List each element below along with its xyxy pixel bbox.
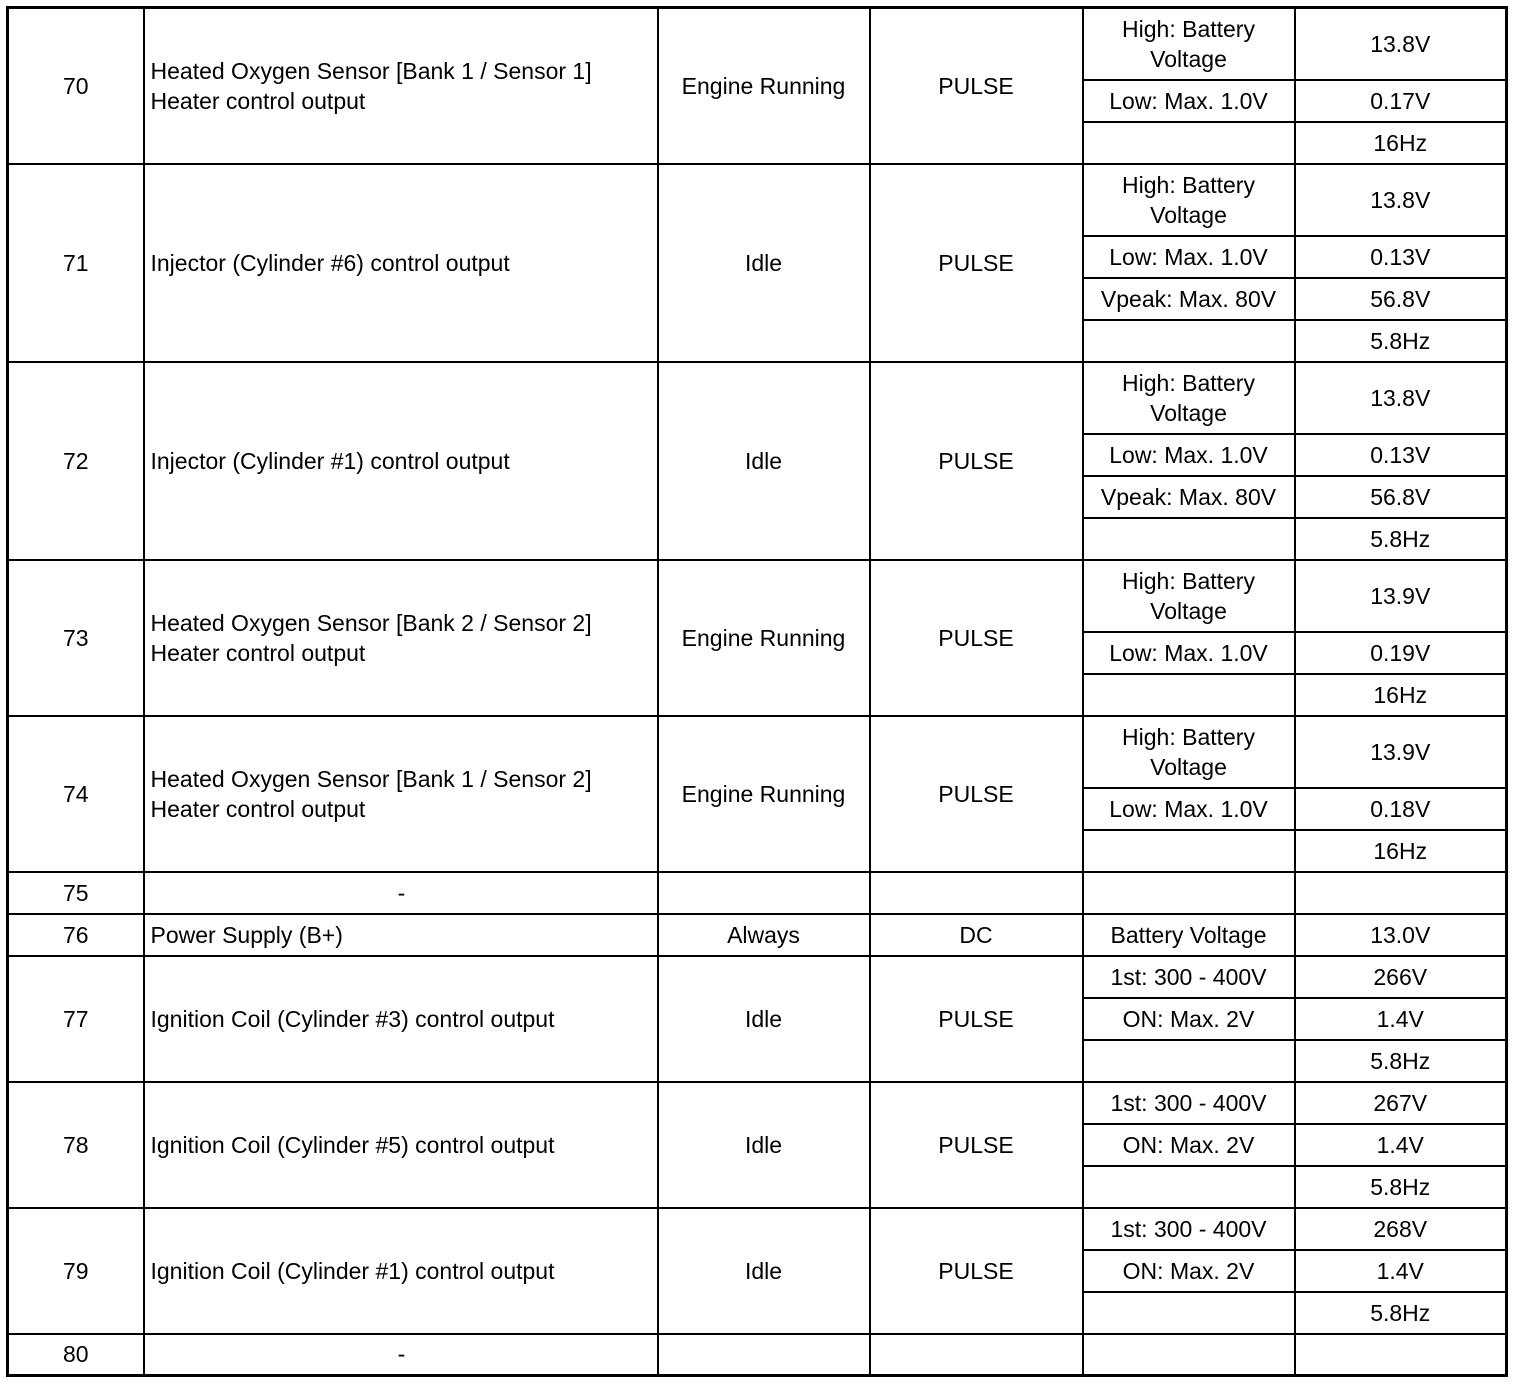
- value-cell: 0.19V: [1295, 632, 1507, 674]
- value-cell: 1.4V: [1295, 1250, 1507, 1292]
- spec-cell: Low: Max. 1.0V: [1083, 434, 1295, 476]
- spec-cell: [1083, 1334, 1295, 1376]
- description-cell: Ignition Coil (Cylinder #5) control output: [144, 1082, 658, 1208]
- spec-cell: Low: Max. 1.0V: [1083, 632, 1295, 674]
- signal-type-cell: DC: [870, 914, 1083, 956]
- condition-cell: Engine Running: [658, 8, 870, 164]
- value-cell: 13.9V: [1295, 560, 1507, 632]
- spec-cell: Low: Max. 1.0V: [1083, 236, 1295, 278]
- value-cell: 5.8Hz: [1295, 1040, 1507, 1082]
- table-row: [8, 8, 1507, 80]
- signal-type-cell: PULSE: [870, 362, 1083, 560]
- spec-cell: [1083, 1292, 1295, 1334]
- table-row: [8, 1334, 1507, 1376]
- value-cell: [1295, 1334, 1507, 1376]
- value-cell: 13.8V: [1295, 164, 1507, 236]
- condition-cell: Always: [658, 914, 870, 956]
- spec-cell: [1083, 320, 1295, 362]
- spec-cell: Battery Voltage: [1083, 914, 1295, 956]
- signal-type-cell: PULSE: [870, 560, 1083, 716]
- spec-cell: 1st: 300 - 400V: [1083, 956, 1295, 998]
- description-cell: Power Supply (B+): [144, 914, 658, 956]
- table-row: [8, 560, 1507, 632]
- pin-number-cell: 78: [8, 1082, 144, 1208]
- description-cell: Heated Oxygen Sensor [Bank 2 / Sensor 2] Heater control output: [144, 560, 658, 716]
- value-cell: 0.13V: [1295, 434, 1507, 476]
- value-cell: [1295, 872, 1507, 914]
- spec-cell: [1083, 674, 1295, 716]
- value-cell: 266V: [1295, 956, 1507, 998]
- condition-cell: Engine Running: [658, 560, 870, 716]
- signal-type-cell: [870, 872, 1083, 914]
- signal-type-cell: PULSE: [870, 956, 1083, 1082]
- condition-cell: Idle: [658, 956, 870, 1082]
- spec-cell: High: Battery Voltage: [1083, 716, 1295, 788]
- description-cell: -: [144, 1334, 658, 1376]
- spec-cell: High: Battery Voltage: [1083, 164, 1295, 236]
- value-cell: 0.17V: [1295, 80, 1507, 122]
- spec-cell: Vpeak: Max. 80V: [1083, 278, 1295, 320]
- value-cell: 0.13V: [1295, 236, 1507, 278]
- table-row: [8, 164, 1507, 236]
- pin-number-cell: 71: [8, 164, 144, 362]
- table-row: [8, 914, 1507, 956]
- value-cell: 16Hz: [1295, 674, 1507, 716]
- spec-cell: High: Battery Voltage: [1083, 8, 1295, 80]
- value-cell: 56.8V: [1295, 278, 1507, 320]
- signal-type-cell: [870, 1334, 1083, 1376]
- condition-cell: Idle: [658, 164, 870, 362]
- spec-cell: ON: Max. 2V: [1083, 1124, 1295, 1166]
- pin-number-cell: 74: [8, 716, 144, 872]
- value-cell: 1.4V: [1295, 998, 1507, 1040]
- signal-type-cell: PULSE: [870, 164, 1083, 362]
- table-row: [8, 956, 1507, 998]
- description-cell: Injector (Cylinder #1) control output: [144, 362, 658, 560]
- spec-cell: [1083, 872, 1295, 914]
- condition-cell: [658, 1334, 870, 1376]
- terminal-spec-table: [6, 6, 1508, 1377]
- description-cell: Heated Oxygen Sensor [Bank 1 / Sensor 1] Heater control output: [144, 8, 658, 164]
- value-cell: 16Hz: [1295, 122, 1507, 164]
- signal-type-cell: PULSE: [870, 1082, 1083, 1208]
- spec-cell: [1083, 518, 1295, 560]
- table-row: [8, 716, 1507, 788]
- value-cell: 5.8Hz: [1295, 1166, 1507, 1208]
- value-cell: 1.4V: [1295, 1124, 1507, 1166]
- value-cell: 13.0V: [1295, 914, 1507, 956]
- spec-cell: ON: Max. 2V: [1083, 1250, 1295, 1292]
- spec-cell: 1st: 300 - 400V: [1083, 1082, 1295, 1124]
- spec-cell: Vpeak: Max. 80V: [1083, 476, 1295, 518]
- spec-cell: High: Battery Voltage: [1083, 362, 1295, 434]
- value-cell: 5.8Hz: [1295, 518, 1507, 560]
- pin-number-cell: 76: [8, 914, 144, 956]
- spec-cell: Low: Max. 1.0V: [1083, 80, 1295, 122]
- value-cell: 13.8V: [1295, 362, 1507, 434]
- spec-cell: [1083, 1166, 1295, 1208]
- pin-number-cell: 75: [8, 872, 144, 914]
- pin-number-cell: 79: [8, 1208, 144, 1334]
- table-row: [8, 1208, 1507, 1250]
- spec-cell: High: Battery Voltage: [1083, 560, 1295, 632]
- condition-cell: Engine Running: [658, 716, 870, 872]
- signal-type-cell: PULSE: [870, 716, 1083, 872]
- condition-cell: [658, 872, 870, 914]
- spec-cell: [1083, 122, 1295, 164]
- value-cell: 268V: [1295, 1208, 1507, 1250]
- table-row: [8, 362, 1507, 434]
- value-cell: 5.8Hz: [1295, 320, 1507, 362]
- pin-number-cell: 73: [8, 560, 144, 716]
- value-cell: 0.18V: [1295, 788, 1507, 830]
- spec-cell: ON: Max. 2V: [1083, 998, 1295, 1040]
- spec-cell: Low: Max. 1.0V: [1083, 788, 1295, 830]
- description-cell: Heated Oxygen Sensor [Bank 1 / Sensor 2] Heater control output: [144, 716, 658, 872]
- spec-cell: [1083, 1040, 1295, 1082]
- table-row: [8, 872, 1507, 914]
- description-cell: Ignition Coil (Cylinder #1) control output: [144, 1208, 658, 1334]
- spec-cell: [1083, 830, 1295, 872]
- value-cell: 13.8V: [1295, 8, 1507, 80]
- description-cell: -: [144, 872, 658, 914]
- description-cell: Injector (Cylinder #6) control output: [144, 164, 658, 362]
- value-cell: 56.8V: [1295, 476, 1507, 518]
- value-cell: 5.8Hz: [1295, 1292, 1507, 1334]
- condition-cell: Idle: [658, 1208, 870, 1334]
- description-cell: Ignition Coil (Cylinder #3) control output: [144, 956, 658, 1082]
- signal-type-cell: PULSE: [870, 1208, 1083, 1334]
- pin-number-cell: 72: [8, 362, 144, 560]
- pin-number-cell: 80: [8, 1334, 144, 1376]
- value-cell: 267V: [1295, 1082, 1507, 1124]
- value-cell: 13.9V: [1295, 716, 1507, 788]
- table-body: [8, 8, 1507, 1376]
- condition-cell: Idle: [658, 1082, 870, 1208]
- spec-cell: 1st: 300 - 400V: [1083, 1208, 1295, 1250]
- table-row: [8, 1082, 1507, 1124]
- condition-cell: Idle: [658, 362, 870, 560]
- pin-number-cell: 77: [8, 956, 144, 1082]
- value-cell: 16Hz: [1295, 830, 1507, 872]
- signal-type-cell: PULSE: [870, 8, 1083, 164]
- pin-number-cell: 70: [8, 8, 144, 164]
